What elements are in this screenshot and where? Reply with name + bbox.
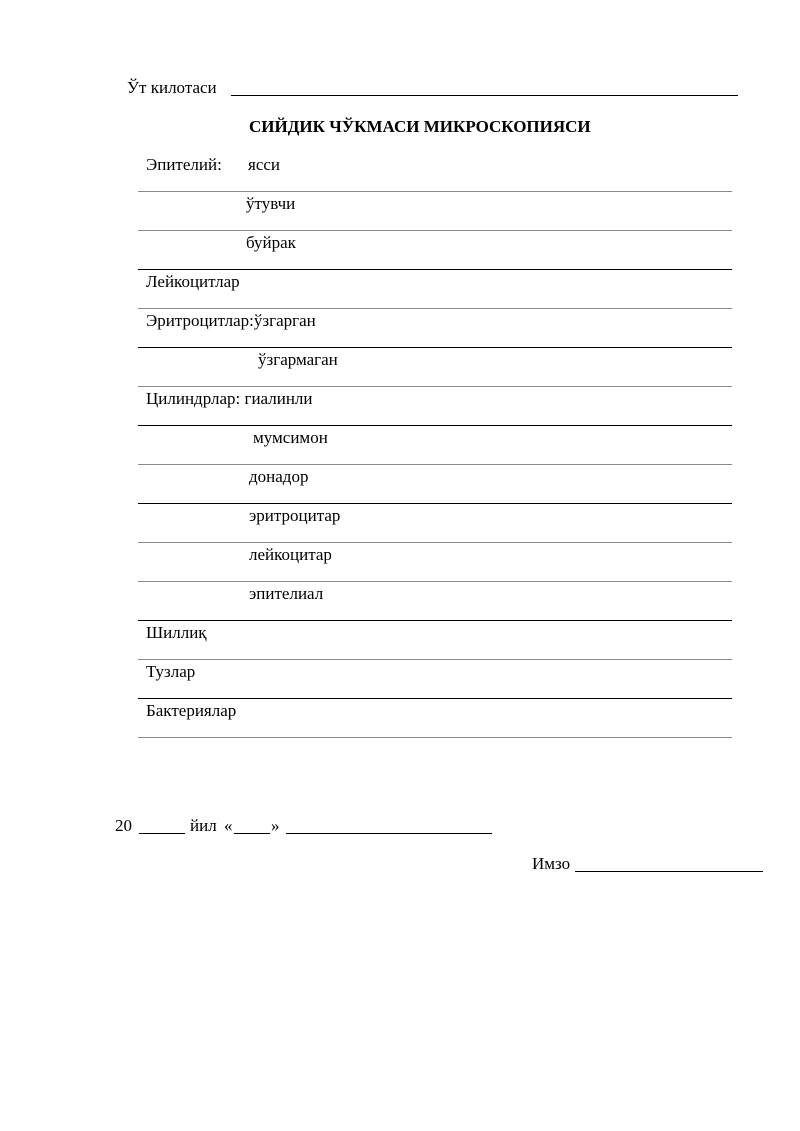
row-divider — [138, 581, 732, 582]
year-word: йил — [190, 816, 217, 835]
epithelium-label: Эпителий: — [146, 155, 222, 174]
year-prefix: 20 — [115, 816, 132, 835]
row-divider — [138, 386, 732, 387]
row-divider — [138, 737, 732, 738]
row-divider — [138, 464, 732, 465]
row-divider — [138, 659, 732, 660]
cylinders-leukocyte-label: лейкоцитар — [249, 545, 332, 564]
mucus-label: Шиллиқ — [146, 623, 207, 642]
day-field[interactable] — [234, 833, 270, 834]
bile-label: Ўт килотаси — [127, 78, 217, 97]
epithelium-transitional-label: ўтувчи — [246, 194, 296, 213]
bile-value-field[interactable] — [231, 95, 738, 96]
close-quote: » — [271, 816, 280, 835]
bacteria-label: Бактериялар — [146, 701, 237, 720]
cylinders-granular-label: донадор — [249, 467, 309, 486]
row-divider — [138, 230, 732, 231]
erythrocytes-unchanged-label: ўзгармаган — [258, 350, 338, 369]
cylinders-hyaline-label: Цилиндрлар: гиалинли — [146, 389, 313, 408]
epithelium-renal-label: буйрак — [246, 233, 296, 252]
cylinders-epithelial-label: эпителиал — [249, 584, 324, 603]
signature-field[interactable] — [575, 871, 763, 872]
row-divider — [138, 308, 732, 309]
salts-label: Тузлар — [146, 662, 196, 681]
row-divider — [138, 542, 732, 543]
row-divider — [138, 269, 732, 270]
page-title: СИЙДИК ЧЎКМАСИ МИКРОСКОПИЯСИ — [249, 117, 591, 136]
signature-label: Имзо — [532, 854, 571, 873]
leukocytes-label: Лейкоцитлар — [146, 272, 240, 291]
row-divider — [138, 503, 732, 504]
row-divider — [138, 347, 732, 348]
row-divider — [138, 620, 732, 621]
erythrocytes-changed-label: Эритроцитлар:ўзгарган — [146, 311, 316, 330]
epithelium-flat-label: ясси — [248, 155, 281, 174]
row-divider — [138, 191, 732, 192]
cylinders-erythrocyte-label: эритроцитар — [249, 506, 341, 525]
cylinders-waxy-label: мумсимон — [253, 428, 328, 447]
row-divider — [138, 425, 732, 426]
row-divider — [138, 698, 732, 699]
open-quote: « — [224, 816, 233, 835]
month-field[interactable] — [286, 833, 492, 834]
year-field[interactable] — [139, 833, 185, 834]
